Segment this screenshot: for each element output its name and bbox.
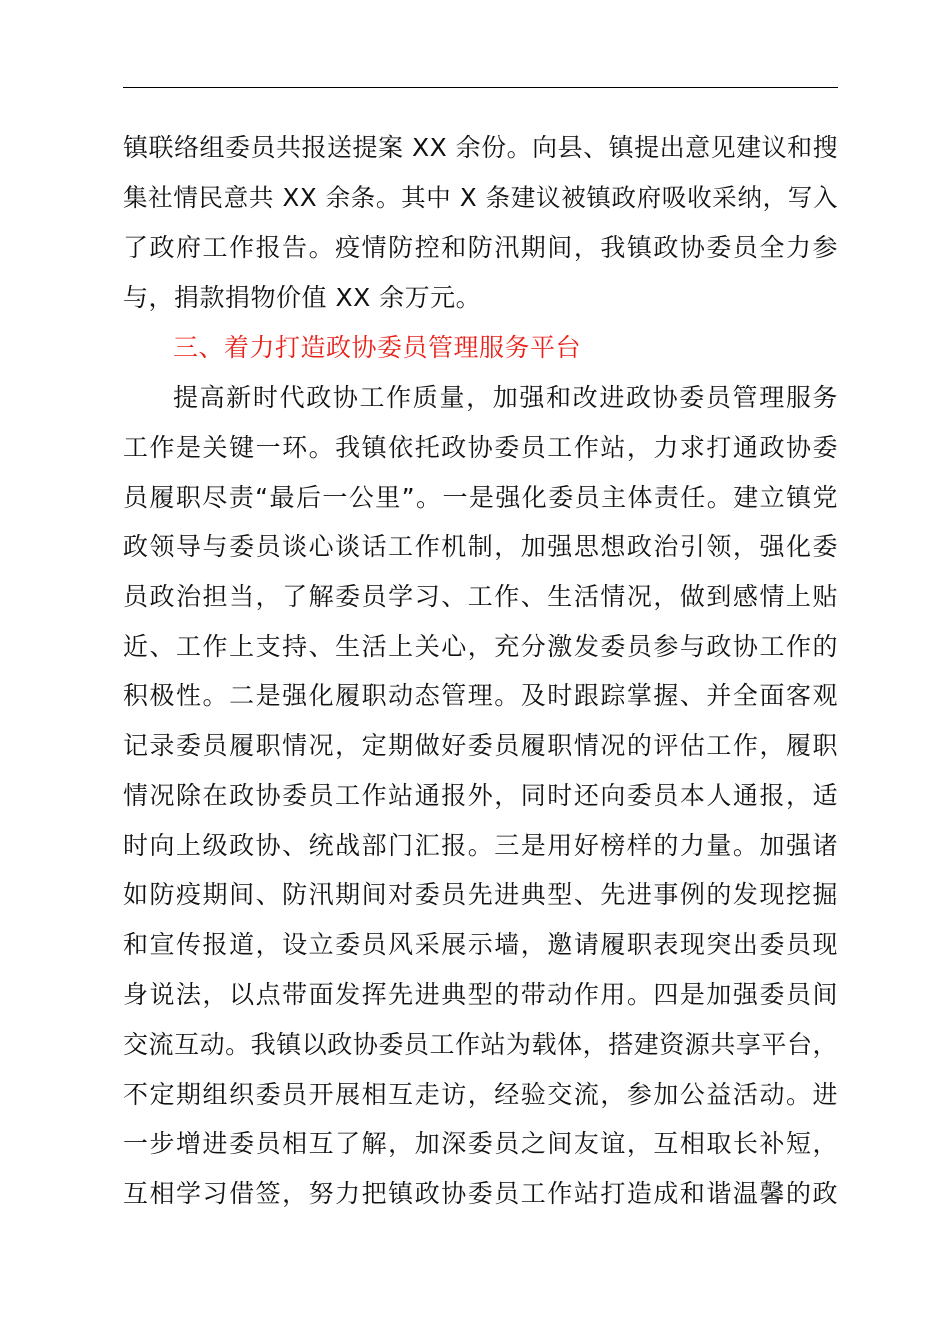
paragraph1-line-1: 镇联络组委员共报送提案 XX 余份。向县、镇提出意见建议和搜 [123,133,839,162]
paragraph2-line-7: 积极性。二是强化履职动态管理。及时跟踪掌握、并全面客观 [123,681,838,710]
paragraph2-line-13: 身说法，以点带面发挥先进典型的带动作用。四是加强委员间 [123,980,838,1009]
paragraph1-line-2: 集社情民意共 XX 余条。其中 X 条建议被镇政府吸收采纳，写入 [123,183,838,212]
paragraph2-line-16: 一步增进委员相互了解，加深委员之间友谊，互相取长补短， [123,1129,838,1158]
header-rule [123,87,838,88]
paragraph2-line-8: 记录委员履职情况，定期做好委员履职情况的评估工作，履职 [123,731,838,760]
paragraph2-line-9: 情况除在政协委员工作站通报外，同时还向委员本人通报，适 [123,781,838,810]
section-heading: 三、着力打造政协委员管理服务平台 [173,333,582,362]
paragraph2-line-12: 和宣传报道，设立委员风采展示墙，邀请履职表现突出委员现 [123,930,838,959]
paragraph2-line-2: 工作是关键一环。我镇依托政协委员工作站，力求打通政协委 [123,433,838,462]
paragraph2-line-14: 交流互动。我镇以政协委员工作站为载体，搭建资源共享平台， [123,1030,838,1059]
paragraph2-line-6: 近、工作上支持、生活上关心，充分激发委员参与政协工作的 [123,632,838,661]
paragraph2-line-1: 提高新时代政协工作质量，加强和改进政协委员管理服务 [173,383,838,412]
paragraph2-line-5: 员政治担当，了解委员学习、工作、生活情况，做到感情上贴 [123,582,838,611]
paragraph2-line-4: 政领导与委员谈心谈话工作机制，加强思想政治引领，强化委 [123,532,838,561]
paragraph2-line-15: 不定期组织委员开展相互走访，经验交流，参加公益活动。进 [123,1080,838,1109]
paragraph2-line-3: 员履职尽责“最后一公里”。一是强化委员主体责任。建立镇党 [123,483,838,512]
paragraph2-line-11: 如防疫期间、防汛期间对委员先进典型、先进事例的发现挖掘 [123,880,838,909]
paragraph1-line-3: 了政府工作报告。疫情防控和防汛期间，我镇政协委员全力参 [123,233,838,262]
paragraph2-line-10: 时向上级政协、统战部门汇报。三是用好榜样的力量。加强诸 [123,831,838,860]
paragraph2-line-17: 互相学习借签，努力把镇政协委员工作站打造成和谐温馨的政 [123,1179,838,1208]
paragraph1-line-4: 与，捐款捐物价值 XX 余万元。 [123,283,482,312]
